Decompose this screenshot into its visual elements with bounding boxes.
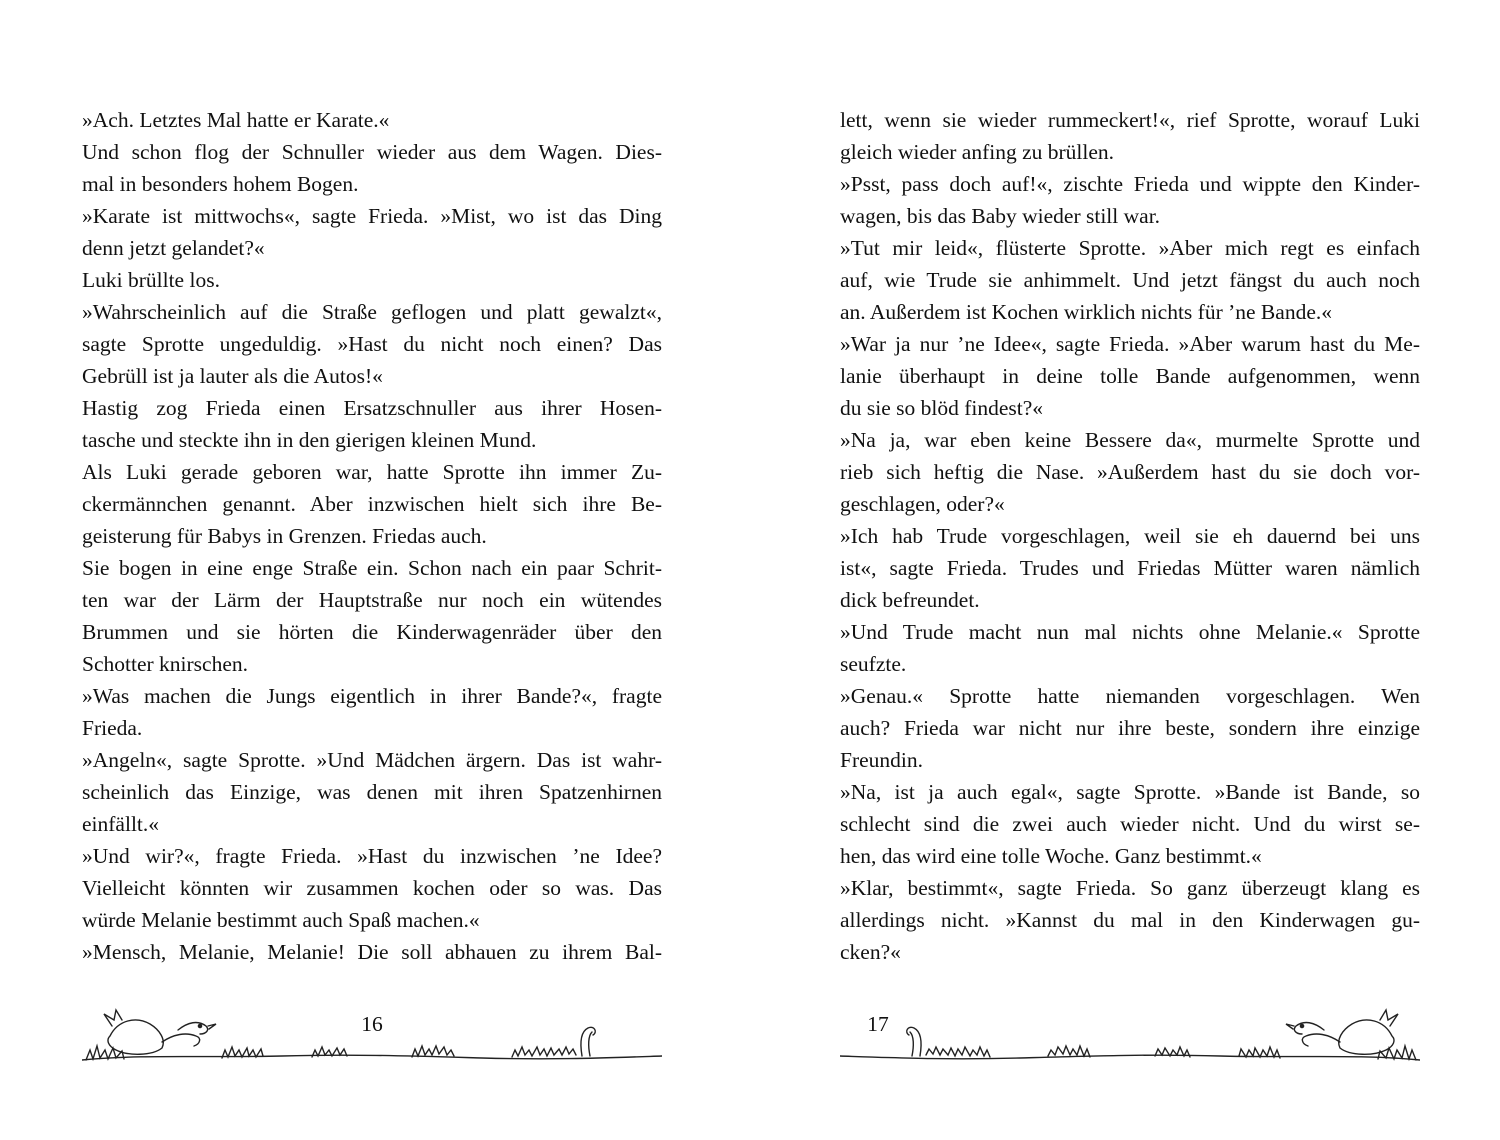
text-line: Luki brüllte los.: [82, 268, 220, 292]
text-line: rieb sich heftig die Nase. »Außerdem hast du sie doch vor-: [840, 460, 1420, 484]
text-line: geschlagen, oder?«: [840, 492, 1005, 516]
text-line: Freundin.: [840, 748, 924, 772]
text-line: sagte Sprotte ungeduldig. »Hast du nicht noch einen? Das: [82, 332, 662, 356]
text-line: würde Melanie bestimmt auch Spaß machen.«: [82, 908, 480, 932]
text-line: »Klar, bestimmt«, sagte Frieda. So ganz überzeugt klang es: [840, 876, 1420, 900]
text-line: an. Außerdem ist Kochen wirklich nichts für ’ne Bande.«: [840, 300, 1332, 324]
text-line: schlecht sind die zwei auch wieder nicht. Und du wirst se-: [840, 812, 1420, 836]
text-line: Brummen und sie hörten die Kinderwagenräder über den: [82, 620, 662, 644]
text-line: »Angeln«, sagte Sprotte. »Und Mädchen ärgern. Das ist wahr-: [82, 748, 662, 772]
text-line: »Mensch, Melanie, Melanie! Die soll abhauen zu ihrem Bal-: [82, 940, 662, 964]
text-line: »Und Trude macht nun mal nichts ohne Melanie.« Sprotte: [840, 620, 1420, 644]
text-line: »Na ja, war eben keine Bessere da«, murmelte Sprotte und: [840, 428, 1420, 452]
text-line: cken?«: [840, 940, 901, 964]
text-line: dick befreundet.: [840, 588, 980, 612]
page-number: 16: [361, 1012, 383, 1036]
text-line: hen, das wird eine tolle Woche. Ganz bestimmt.«: [840, 844, 1262, 868]
text-line: geisterung für Babys in Grenzen. Friedas auch.: [82, 524, 487, 548]
text-line: »Tut mir leid«, flüsterte Sprotte. »Aber mich regt es einfach: [840, 236, 1420, 260]
text-line: »Karate ist mittwochs«, sagte Frieda. »Mist, wo ist das Ding: [82, 204, 662, 228]
text-line: wagen, bis das Baby wieder still war.: [840, 204, 1161, 228]
text-line: tasche und steckte ihn in den gierigen kleinen Mund.: [82, 428, 537, 452]
text-line: Hastig zog Frieda einen Ersatzschnuller aus ihrer Hosen-: [82, 396, 662, 420]
text-line: allerdings nicht. »Kannst du mal in den Kinderwagen gu-: [840, 908, 1420, 932]
text-line: »Psst, pass doch auf!«, zischte Frieda und wippte den Kinder-: [840, 172, 1420, 196]
text-line: ist«, sagte Frieda. Trudes und Friedas Mütter waren nämlich: [840, 556, 1420, 580]
text-line: Frieda.: [82, 716, 143, 740]
grass-chicken-illustration: [840, 996, 1420, 1076]
text-line: ckermännchen genannt. Aber inzwischen hielt sich ihre Be-: [82, 492, 662, 516]
page-number: 17: [867, 1012, 889, 1036]
text-line: gleich wieder anfing zu brüllen.: [840, 140, 1115, 164]
text-line: lett, wenn sie wieder rummeckert!«, rief Sprotte, worauf Luki: [840, 108, 1420, 132]
text-line: Als Luki gerade geboren war, hatte Sprotte ihn immer Zu-: [82, 460, 662, 484]
text-line: ten war der Lärm der Hauptstraße nur noch ein wütendes: [82, 588, 662, 612]
text-line: Sie bogen in eine enge Straße ein. Schon nach ein paar Schrit-: [82, 556, 662, 580]
text-line: »Und wir?«, fragte Frieda. »Hast du inzwischen ’ne Idee?: [82, 844, 662, 868]
text-line: denn jetzt gelandet?«: [82, 236, 265, 260]
text-line: einfällt.«: [82, 812, 160, 836]
text-line: scheinlich das Einzige, was denen mit ihren Spatzenhirnen: [82, 780, 662, 804]
page-right: [750, 0, 1500, 1140]
text-line: »Wahrscheinlich auf die Straße geflogen und platt gewalzt«,: [82, 300, 662, 324]
text-line: du sie so blöd findest?«: [840, 396, 1044, 420]
text-line: mal in besonders hohem Bogen.: [82, 172, 359, 196]
text-line: Schotter knirschen.: [82, 652, 248, 676]
text-line: »Ach. Letztes Mal hatte er Karate.«: [82, 108, 390, 132]
text-line: »Genau.« Sprotte hatte niemanden vorgeschlagen. Wen: [840, 684, 1420, 708]
page-text: [840, 104, 1420, 968]
text-line: lanie überhaupt in deine tolle Bande aufgenommen, wenn: [840, 364, 1420, 388]
text-line: »Na, ist ja auch egal«, sagte Sprotte. »Bande ist Bande, so: [840, 780, 1420, 804]
text-line: seufzte.: [840, 652, 907, 676]
text-line: Gebrüll ist ja lauter als die Autos!«: [82, 364, 383, 388]
text-line: Vielleicht könnten wir zusammen kochen oder so was. Das: [82, 876, 662, 900]
page-text: [82, 104, 662, 968]
text-line: Und schon flog der Schnuller wieder aus dem Wagen. Dies-: [82, 140, 662, 164]
text-line: auf, wie Trude sie anhimmelt. Und jetzt fängst du auch noch: [840, 268, 1420, 292]
text-line: auch? Frieda war nicht nur ihre beste, sondern ihre einzige: [840, 716, 1420, 740]
text-line: »Ich hab Trude vorgeschlagen, weil sie eh dauernd bei uns: [840, 524, 1420, 548]
text-line: »War ja nur ’ne Idee«, sagte Frieda. »Aber warum hast du Me-: [840, 332, 1420, 356]
text-line: »Was machen die Jungs eigentlich in ihrer Bande?«, fragte: [82, 684, 662, 708]
